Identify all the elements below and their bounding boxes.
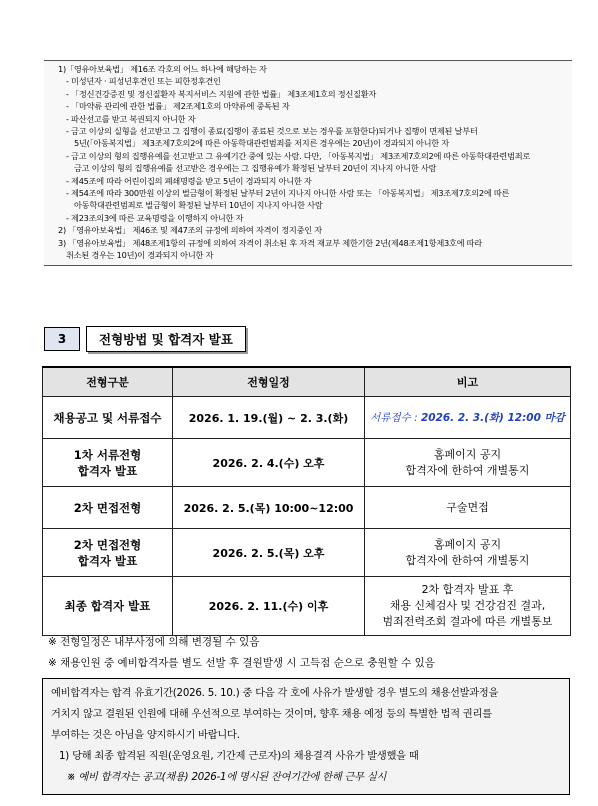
section-number: 3 — [44, 327, 80, 351]
disqualification-line: 취소된 경우는 10년)이 경과되지 아니한 자 — [66, 250, 214, 261]
notice-line: 거치지 않고 결원된 인원에 대해 우선적으로 부여하는 것이며, 향후 채용 예정 등의 특별한 법적 권리를 — [51, 709, 492, 720]
disqualification-line: - 제45조에 따라 어린이집의 폐쇄명령을 받고 5년이 경과되지 아니한 자 — [66, 175, 312, 186]
remarks-prefix: 서류접수 : — [370, 411, 421, 424]
disqualification-line: 금고 이상의 형의 집행유예를 선고받은 경우에는 그 집행유예가 확정된 날부터 20년이 지나지 아니한 사람 — [74, 163, 437, 174]
notice-emphasis: ※ 예비 합격자는 공고(채용) 2026-1에 명시된 잔여기간에 한해 근무 실시 — [67, 772, 387, 783]
stage-cell: 2차 면접전형 — [43, 487, 173, 529]
remarks-cell: 홈페이지 공지 합격자에 한하여 개별통지 — [365, 529, 571, 577]
footnote-reserve-applicants: ※ 채용인원 중 예비합격자를 별도 선발 후 결원발생 시 고득점 순으로 충원할 수 있음 — [48, 657, 435, 669]
disqualification-line: - 「마약류 관리에 관한 법률」 제2조제1호의 마약류에 중독된 자 — [66, 101, 290, 112]
remarks-cell: 2차 합격자 발표 후 채용 신체검사 및 건강검진 결과, 범죄전력조회 결과에 따른 개별통보 — [365, 577, 571, 636]
disqualification-line: - 제23조의3에 따른 교육명령을 이행하지 아니한 자 — [66, 212, 244, 223]
table-header-row — [43, 367, 571, 397]
section-header — [44, 326, 246, 352]
table-row — [43, 439, 571, 487]
disqualification-line: - 금고 이상의 실형을 선고받고 그 집행이 종료(집행이 종료된 것으로 보는 경우를 포함한다)되거나 집행이 면제된 날부터 — [66, 126, 478, 137]
deadline-emphasis: 2026. 2. 3.(화) 12:00 마감 — [420, 411, 565, 424]
stage-cell: 최종 합격자 발표 — [43, 577, 173, 636]
disqualification-line: 2) 「영유아보육법」 제46조 및 제47조의 규정에 의하여 자격이 정지중인 자 — [58, 225, 322, 236]
disqualification-line: 5년(「아동복지법」 제3조제7호의2에 따른 아동학대관련범죄를 저지른 경우에는 20년)이 경과되지 아니한 자 — [74, 138, 449, 149]
table-row — [43, 577, 571, 636]
schedule-table — [42, 366, 571, 636]
reserve-applicant-notice — [42, 678, 570, 795]
date-cell: 2026. 2. 5.(목) 오후 — [173, 529, 365, 577]
remarks-cell: 홈페이지 공지 합격자에 한하여 개별통지 — [365, 439, 571, 487]
disqualification-line: 3) 「영유아보육법」 제48조제1항의 규정에 의하여 자격이 취소된 후 자격 재교부 제한기한 2년(제48조제1항제3호에 따라 — [58, 237, 482, 248]
disqualification-line: - 미성년자 · 피성년후견인 또는 피한정후견인 — [66, 76, 221, 87]
disqualification-line: - 파산선고를 받고 복권되지 아니한 자 — [66, 113, 196, 124]
stage-cell: 1차 서류전형 합격자 발표 — [43, 439, 173, 487]
notice-line: 부여하는 것은 아님을 양지하시기 바랍니다. — [51, 730, 240, 741]
date-cell: 2026. 1. 19.(월) ~ 2. 3.(화) — [173, 397, 365, 439]
disqualification-line: - 제54조에 따라 300만원 이상의 벌금형이 확정된 날부터 2년이 지나지 아니한 사람 또는 「아동복지법」 제3조제7호의2에 따른 — [66, 188, 510, 199]
column-header-schedule: 전형일정 — [173, 367, 365, 397]
notice-line: 1) 당해 최종 합격된 직원(운영요원, 기간제 근로자)의 채용결격 사유가 발생했을 때 — [59, 751, 419, 762]
notice-line: 예비합격자는 합격 유효기간(2026. 5. 10.) 중 다음 각 호에 사유가 발생할 경우 별도의 채용선발과정을 — [51, 688, 499, 699]
disqualification-list — [44, 60, 572, 266]
stage-cell: 채용공고 및 서류접수 — [43, 397, 173, 439]
remarks-cell — [365, 397, 571, 439]
section-title: 전형방법 및 합격자 발표 — [86, 326, 246, 352]
disqualification-line: 1)「영유아보육법」 제16조 각호의 어느 하나에 해당하는 자 — [58, 64, 267, 74]
footnote-schedule-change: ※ 전형일정은 내부사정에 의해 변경될 수 있음 — [48, 636, 260, 648]
column-header-remarks: 비고 — [365, 367, 571, 397]
date-cell: 2026. 2. 5.(목) 10:00~12:00 — [173, 487, 365, 529]
stage-cell: 2차 면접전형 합격자 발표 — [43, 529, 173, 577]
date-cell: 2026. 2. 11.(수) 이후 — [173, 577, 365, 636]
column-header-stage: 전형구분 — [43, 367, 173, 397]
disqualification-line: - 「정신건강증진 및 정신질환자 복지서비스 지원에 관한 법률」 제3조제1호의 정신질환자 — [66, 88, 377, 99]
disqualification-line: - 금고 이상의 형의 집행유예를 선고받고 그 유예기간 중에 있는 사람. 다만, 「아동복지법」 제3조제7호의2에 따른 아동학대관련범죄로 — [66, 150, 531, 161]
table-row — [43, 397, 571, 439]
table-row — [43, 487, 571, 529]
remarks-cell: 구술면접 — [365, 487, 571, 529]
table-row — [43, 529, 571, 577]
date-cell: 2026. 2. 4.(수) 오후 — [173, 439, 365, 487]
disqualification-line: 아동학대관련범죄로 벌금형이 확정된 날부터 10년이 지나지 아니한 사람 — [74, 200, 323, 211]
